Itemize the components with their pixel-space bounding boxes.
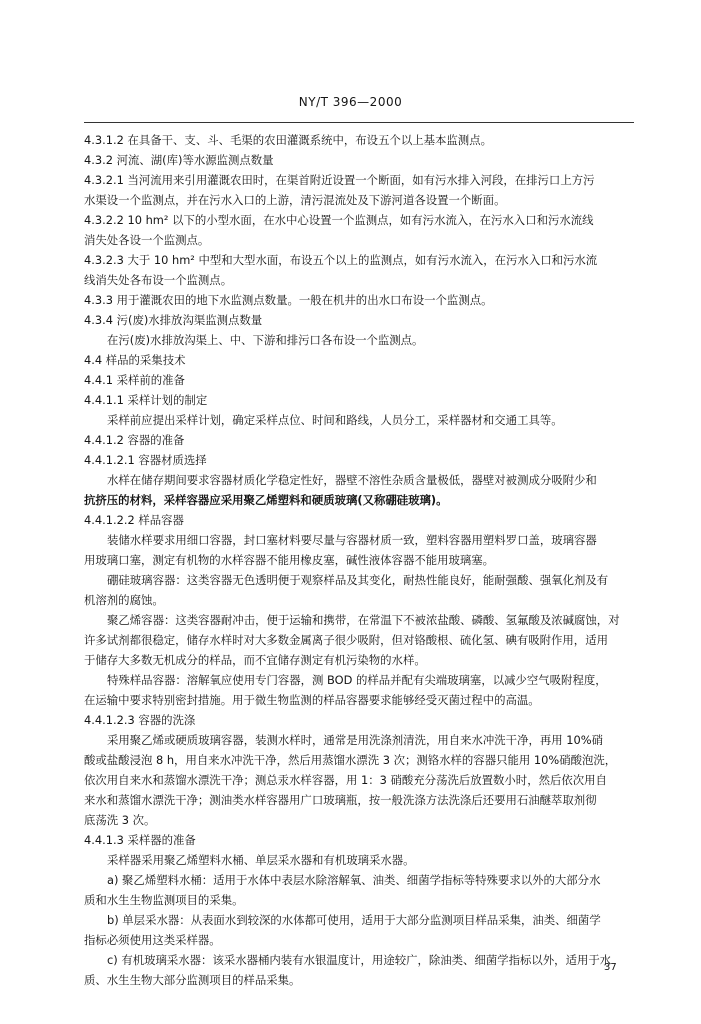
item-c-line-1: c) 有机玻璃采水器：该采水器桶内装有水银温度计，用途较广，除油类、细菌学指标以外，适用于水 — [107, 953, 612, 967]
item-c-line-2: 质、水生生物大部分监测项目的样品采集。 — [84, 973, 301, 987]
clause-4-4-heading: 4.4 样品的采集技术 — [84, 353, 186, 367]
borosilicate-para-line-2: 机溶剂的腐蚀。 — [84, 593, 164, 607]
special-container-para-line-1: 特殊样品容器：溶解氧应使用专门容器，测 BOD 的样品并配有尖端玻璃塞，以减少空气吸附程度， — [107, 673, 607, 687]
polyethylene-para-line-1: 聚乙烯容器：这类容器耐冲击，便于运输和携带，在常温下不被浓盐酸、磷酸、氢氟酸及浓碱腐蚀，对 — [107, 613, 620, 627]
clause-4-4-1-2-1-line-2: 抗挤压的材料，采样容器应采用聚乙烯塑料和硬质玻璃(又称硼硅玻璃)。 — [84, 493, 448, 507]
clause-4-4-1-2-3-heading: 4.4.1.2.3 容器的洗涤 — [84, 713, 196, 727]
washing-para-line-5: 底荡洗 3 次。 — [84, 813, 156, 827]
clause-4-3-2-1-line-2: 水渠设一个监测点，并在污水入口的上游，清污混流处及下游河道各设置一个断面。 — [84, 193, 506, 207]
clause-4-4-1-1-body: 采样前应提出采样计划，确定采样点位、时间和路线，人员分工，采样器材和交通工具等。 — [107, 413, 563, 427]
clause-4-3-2-3-line-2: 线消失处各布设一个监测点。 — [84, 273, 233, 287]
polyethylene-para-line-2: 许多试剂都很稳定，储存水样时对大多数金属离子很少吸附，但对铬酸根、硫化氢、碘有吸附作用，适用 — [84, 633, 608, 647]
washing-para-line-2: 酸或盐酸浸泡 8 h，用自来水冲洗干净，然后用蒸馏水漂洗 3 次；测铬水样的容器只能用 10%硝酸泡洗， — [84, 753, 617, 767]
clause-4-4-1-2-2-line-1: 装储水样要求用细口容器，封口塞材料要尽量与容器材质一致，塑料容器用塑料罗口盖，玻璃容器 — [107, 533, 597, 547]
clause-4-4-1-2-2-line-2: 用玻璃口塞，测定有机物的水样容器不能用橡皮塞，碱性液体容器不能用玻璃塞。 — [84, 553, 495, 567]
clause-4-3-4-heading: 4.3.4 污(废)水排放沟渠监测点数量 — [84, 313, 263, 327]
clause-4-3-4-body: 在污(废)水排放沟渠上、中、下游和排污口各布设一个监测点。 — [107, 333, 424, 347]
clause-4-3-2-2-line-1: 4.3.2.2 10 hm² 以下的小型水面，在水中心设置一个监测点，如有污水流入，在污水入口和污水流线 — [84, 213, 594, 227]
item-b-line-2: 指标必须使用这类采样器。 — [84, 933, 221, 947]
clause-4-4-1-2-2-heading: 4.4.1.2.2 样品容器 — [84, 513, 184, 527]
item-a-line-1: a) 聚乙烯塑料水桶：适用于水体中表层水除溶解氧、油类、细菌学指标等特殊要求以外的大部分水 — [107, 873, 601, 887]
clause-4-3-2-3-line-1: 4.3.2.3 大于 10 hm² 中型和大型水面，布设五个以上的监测点，如有污水流入，在污水入口和污水流 — [84, 253, 598, 267]
clause-4-3-3: 4.3.3 用于灌溉农田的地下水监测点数量。一般在机井的出水口布设一个监测点。 — [84, 293, 493, 307]
clause-4-4-1-1-heading: 4.4.1.1 采样计划的制定 — [84, 393, 208, 407]
special-container-para-line-2: 在运输中要求特别密封措施。用于微生物监测的样品容器要求能够经受灭菌过程中的高温。 — [84, 693, 540, 707]
standard-code-header: NY/T 396—2000 — [298, 95, 403, 109]
clause-4-4-1-2-1-line-1: 水样在储存期间要求容器材质化学稳定性好，器壁不溶性杂质含量极低，器壁对被测成分吸附少和 — [107, 473, 597, 487]
washing-para-line-1: 采用聚乙烯或硬质玻璃容器，装测水样时，通常是用洗涤剂清洗，用自来水冲洗干净，再用 10%硝 — [107, 733, 603, 747]
item-a-line-2: 质和水生生物监测项目的采集。 — [84, 893, 244, 907]
washing-para-line-3: 依次用自来水和蒸馏水漂洗干净；测总汞水样容器，用 1：3 硝酸充分荡洗后放置数小时，然后依次用自 — [84, 773, 607, 787]
item-b-line-1: b) 单层采水器：从表面水到较深的水体都可使用，适用于大部分监测项目样品采集，油类、细菌学 — [107, 913, 601, 927]
clause-4-4-1-2-1-heading: 4.4.1.2.1 容器材质选择 — [84, 453, 207, 467]
borosilicate-para-line-1: 硼硅玻璃容器：这类容器无色透明便于观察样品及其变化，耐热性能良好，能耐强酸、强氧化剂及有 — [107, 573, 609, 587]
washing-para-line-4: 来水和蒸馏水漂洗干净；测油类水样容器用广口玻璃瓶，按一般洗涤方法洗涤后还要用石油醚萃取剂彻 — [84, 793, 597, 807]
sampler-intro: 采样器采用聚乙烯塑料水桶、单层采水器和有机玻璃采水器。 — [107, 853, 415, 867]
header-rule — [84, 122, 634, 123]
clause-4-3-1-2: 4.3.1.2 在具备干、支、斗、毛渠的农田灌溉系统中，布设五个以上基本监测点。 — [84, 133, 492, 147]
clause-4-3-2-heading: 4.3.2 河流、湖(库)等水源监测点数量 — [84, 153, 274, 167]
clause-4-3-2-2-line-2: 消失处各设一个监测点。 — [84, 233, 210, 247]
page-number: 37 — [604, 962, 617, 973]
clause-4-4-1-heading: 4.4.1 采样前的准备 — [84, 373, 185, 387]
clause-4-4-1-2-heading: 4.4.1.2 容器的准备 — [84, 433, 185, 447]
clause-4-4-1-3-heading: 4.4.1.3 采样器的准备 — [84, 833, 196, 847]
clause-4-3-2-1-line-1: 4.3.2.1 当河流用来引用灌溉农田时，在渠首附近设置一个断面，如有污水排入河段，在排污口上方污 — [84, 173, 595, 187]
polyethylene-para-line-3: 于储存大多数无机成分的样品，而不宜储存测定有机污染物的水样。 — [84, 653, 426, 667]
